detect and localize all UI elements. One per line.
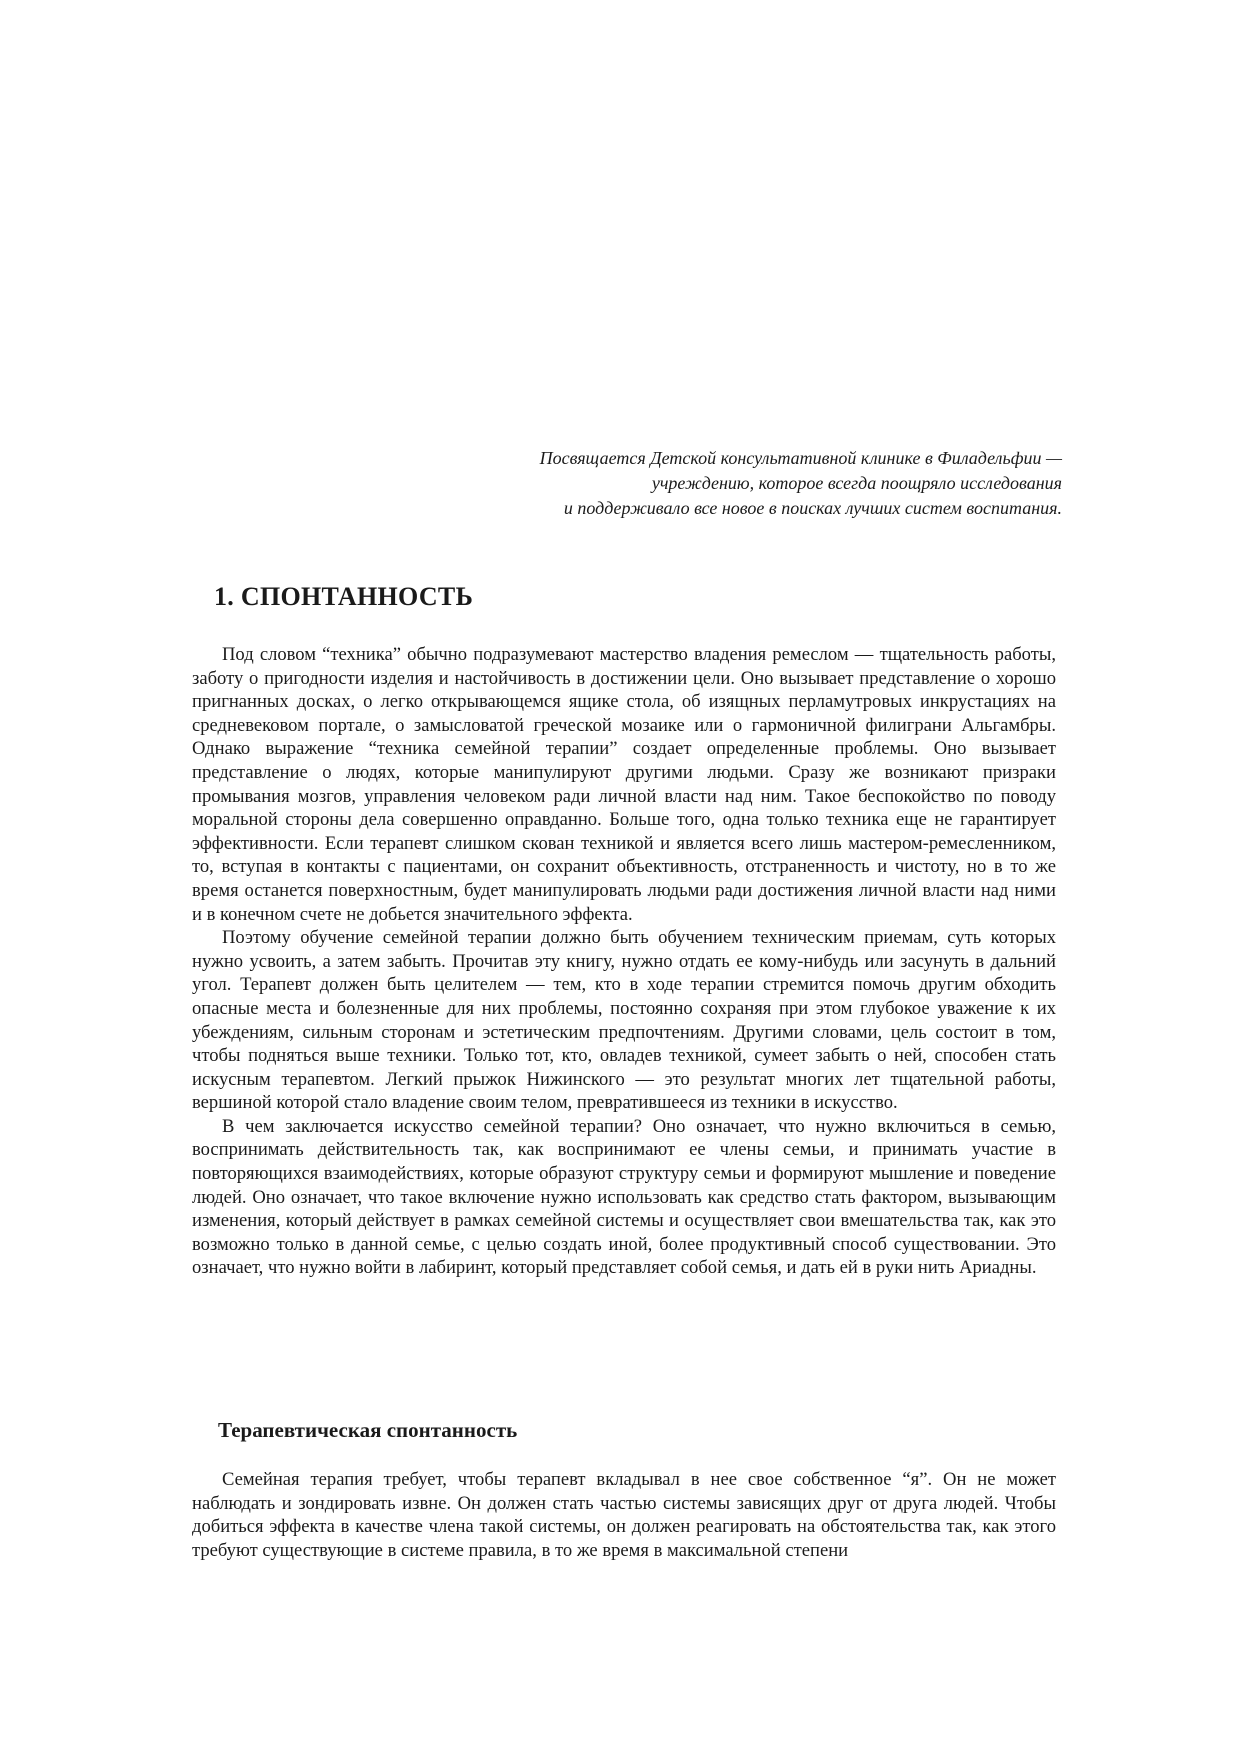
dedication-line: Посвящается Детской консультативной клинике в Филадельфии — [539, 448, 1062, 468]
chapter-body [192, 643, 1056, 1280]
paragraph: Поэтому обучение семейной терапии должно быть обучением техническим приемам, суть которых нужно усвоить, а затем забыть. Прочитав эту книгу, нужно отдать ее кому-нибудь или засунуть в дальний угол. Терапевт должен быть целителем — тем, кто в ходе терапии стремится помочь другим обходить опасные места и болезненные для них проблемы, постоянно сохраняя при этом глубокое уважение к их убеждениям, сильным сторонам и эстетическим предпочтениям. Другими словами, цель состоит в том, чтобы подняться выше техники. Только тот, кто, овладев техникой, сумеет забыть о ней, способен стать искусным терапевтом. Легкий прыжок Нижинского — это результат многих лет тщательной работы, вершиной которой стало владение своим телом, превратившееся из техники в искусство. [192, 927, 1056, 1114]
dedication-line: и поддерживало все новое в поисках лучших систем воспитания. [563, 498, 1062, 518]
section-title: Терапевтическая спонтанность [218, 1418, 518, 1442]
paragraph: Под словом “техника” обычно подразумевают мастерство владения ремеслом — тщательность работы, заботу о пригодности изделия и настойчивость в достижении цели. Оно вызывает представление о хорошо пригнанных досках, о легко открывающемся ящике стола, об изящных перламутровых инкрустациях на средневековом портале, о замысловатой греческой мозаике или о гармоничной филиграни Альгамбры. Однако выражение “техника семейной терапии” создает определенные проблемы. Оно вызывает представление о людях, которые манипулируют другими людьми. Сразу же возникают призраки промывания мозгов, управления человеком ради личной власти над ним. Такое беспокойство по поводу моральной стороны дела совершенно оправданно. Больше того, одна только техника еще не гарантирует эффективности. Если терапевт слишком скован техникой и является всего лишь мастером-ремесленником, то, вступая в контакты с пациентами, он сохранит объективность, отстраненность и чистоту, но в то же время останется поверхностным, будет манипулировать людьми ради достижения личной власти над ними и в конечном счете не добьется значительного эффекта. [192, 644, 1056, 925]
paragraph: Семейная терапия требует, чтобы терапевт вкладывал в нее свое собственное “я”. Он не может наблюдать и зондировать извне. Он должен стать частью системы зависящих друг от друга людей. Чтобы добиться эффекта в качестве члена такой системы, он должен реагировать на обстоятельства так, как этого требуют существующие в системе правила, в то же время в максимальной степени [192, 1469, 1056, 1561]
paragraph: В чем заключается искусство семейной терапии? Оно означает, что нужно включиться в семью, воспринимать действительность так, как воспринимают ее члены семьи, и принимать участие в повторяющихся взаимодействиях, которые образуют структуру семьи и формируют мышление и поведение людей. Оно означает, что такое включение нужно использовать как средство стать фактором, вызывающим изменения, который действует в рамках семейной системы и осуществляет свои вмешательства так, как это возможно только в данной семье, с целью создать иной, более продуктивный способ существовании. Это означает, что нужно войти в лабиринт, который представляет собой семья, и дать ей в руки нить Ариадны. [192, 1115, 1056, 1279]
dedication [362, 446, 1062, 521]
dedication-line: учреждению, которое всегда поощряло исследования [651, 473, 1062, 493]
chapter-title: 1. СПОНТАННОСТЬ [214, 582, 474, 611]
section-body [192, 1468, 1056, 1562]
